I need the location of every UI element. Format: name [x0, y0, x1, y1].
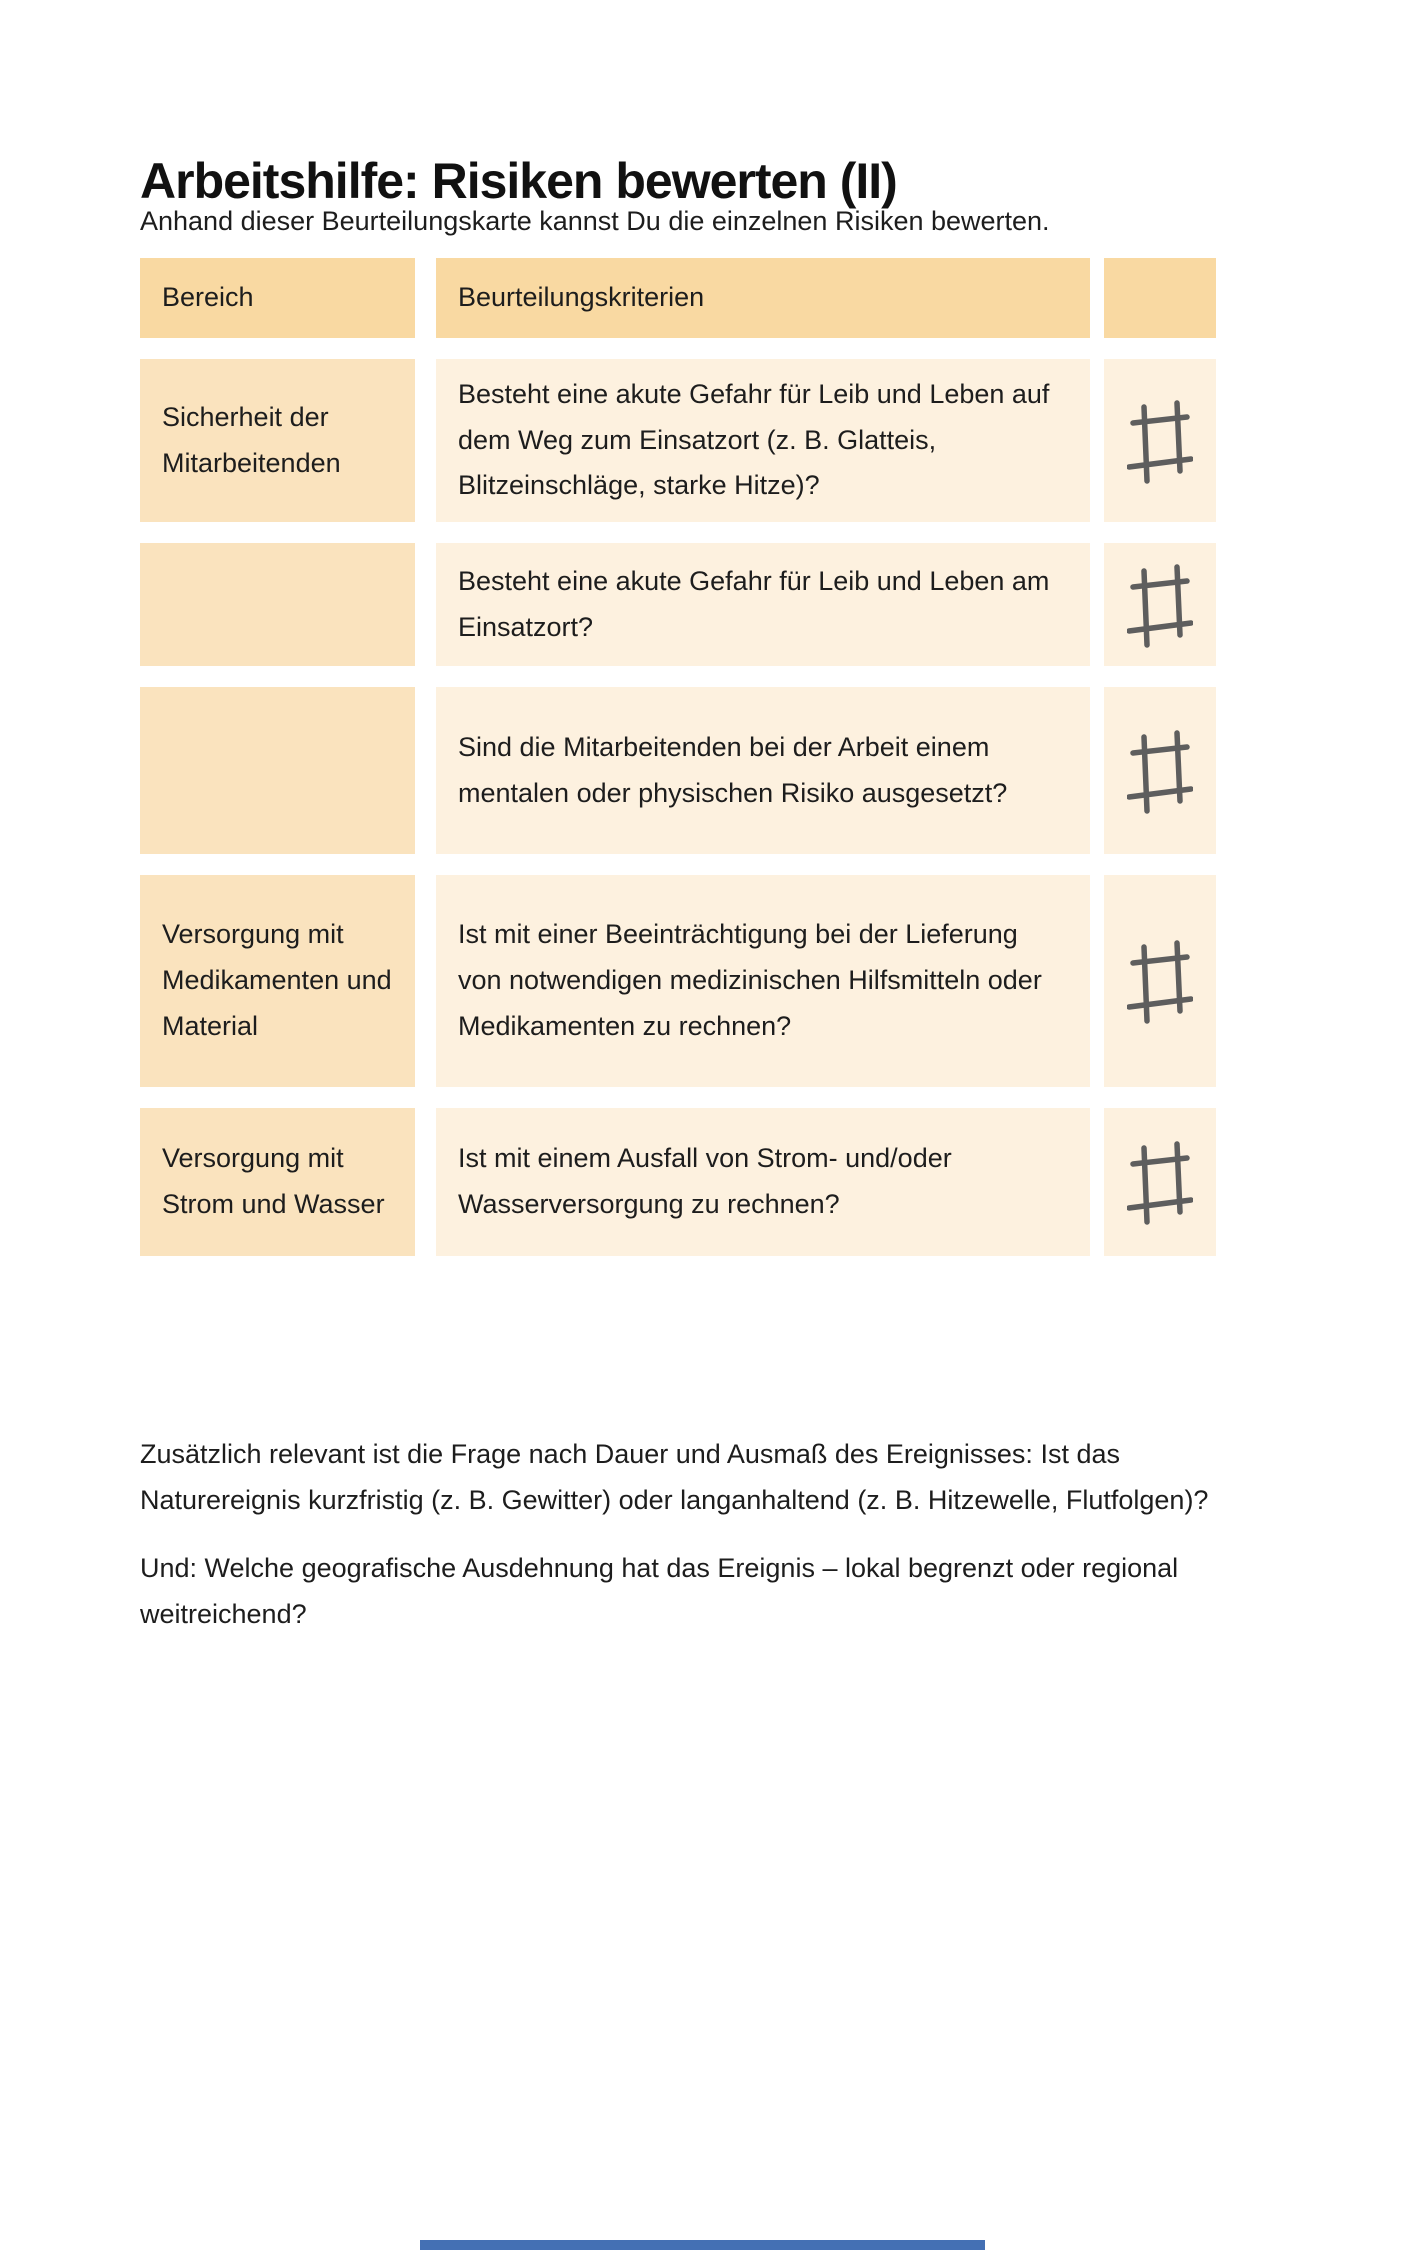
header-beurteilungskriterien: Beurteilungskriterien [436, 258, 1090, 338]
sketch-frame-icon [1127, 727, 1193, 815]
bewertung-cell [1104, 687, 1216, 854]
note-dauer-ausmass: Zusätzlich relevant ist die Frage nach Dauer und Ausmaß des Ereignisses: Ist das Naturereignis kurzfristig (z. B. Gewitter) oder langanhaltend (z. B. Hitzewelle, Flutfolgen)? [140, 1439, 1209, 1515]
sketch-frame-icon [1127, 937, 1193, 1025]
bewertung-cell [1104, 1108, 1216, 1256]
bewertung-cell [1104, 543, 1216, 666]
sketch-frame-icon [1127, 561, 1193, 649]
note-geografische-ausdehnung: Und: Welche geografische Ausdehnung hat das Ereignis – lokal begrenzt oder regional weitreichend? [140, 1552, 1179, 1629]
sketch-frame-icon [1127, 397, 1193, 485]
table-row [140, 687, 1216, 854]
page-subtitle: Anhand dieser Beurteilungskarte kannst Du die einzelnen Risiken bewerten. [140, 206, 1050, 236]
bereich-label: Versorgung mit Medikamenten und Material [140, 875, 415, 1087]
header-bewertung [1104, 258, 1216, 338]
header-bereich: Bereich [140, 258, 415, 338]
table-row [140, 543, 1216, 666]
bereich-label: Sicherheit der Mitarbeitenden [140, 359, 415, 522]
additional-notes [140, 1432, 1225, 1638]
table-header-row [140, 258, 1216, 338]
table-row [140, 359, 1216, 522]
footer-accent-bar [420, 2240, 985, 2250]
kriterium-text: Sind die Mitarbeitenden bei der Arbeit einem mentalen oder physischen Risiko ausgesetzt? [436, 687, 1090, 854]
bereich-label [140, 687, 415, 854]
table-row [140, 1108, 1216, 1256]
kriterium-text: Besteht eine akute Gefahr für Leib und Leben am Einsatzort? [436, 543, 1090, 666]
bewertung-cell [1104, 875, 1216, 1087]
bewertung-cell [1104, 359, 1216, 522]
kriterium-text: Ist mit einem Ausfall von Strom- und/oder Wasserversorgung zu rechnen? [436, 1108, 1090, 1256]
risk-assessment-table [140, 258, 1216, 1277]
kriterium-text: Besteht eine akute Gefahr für Leib und Leben auf dem Weg zum Einsatzort (z. B. Glatteis, Blitzeinschläge, starke Hitze)? [436, 359, 1090, 522]
bereich-label [140, 543, 415, 666]
sketch-frame-icon [1127, 1138, 1193, 1226]
page-title: Arbeitshilfe: Risiken bewerten (II) [140, 152, 897, 209]
bereich-label: Versorgung mit Strom und Wasser [140, 1108, 415, 1256]
kriterium-text: Ist mit einer Beeinträchtigung bei der Lieferung von notwendigen medizinischen Hilfsmitteln oder Medikamenten zu rechnen? [436, 875, 1090, 1087]
table-row [140, 875, 1216, 1087]
